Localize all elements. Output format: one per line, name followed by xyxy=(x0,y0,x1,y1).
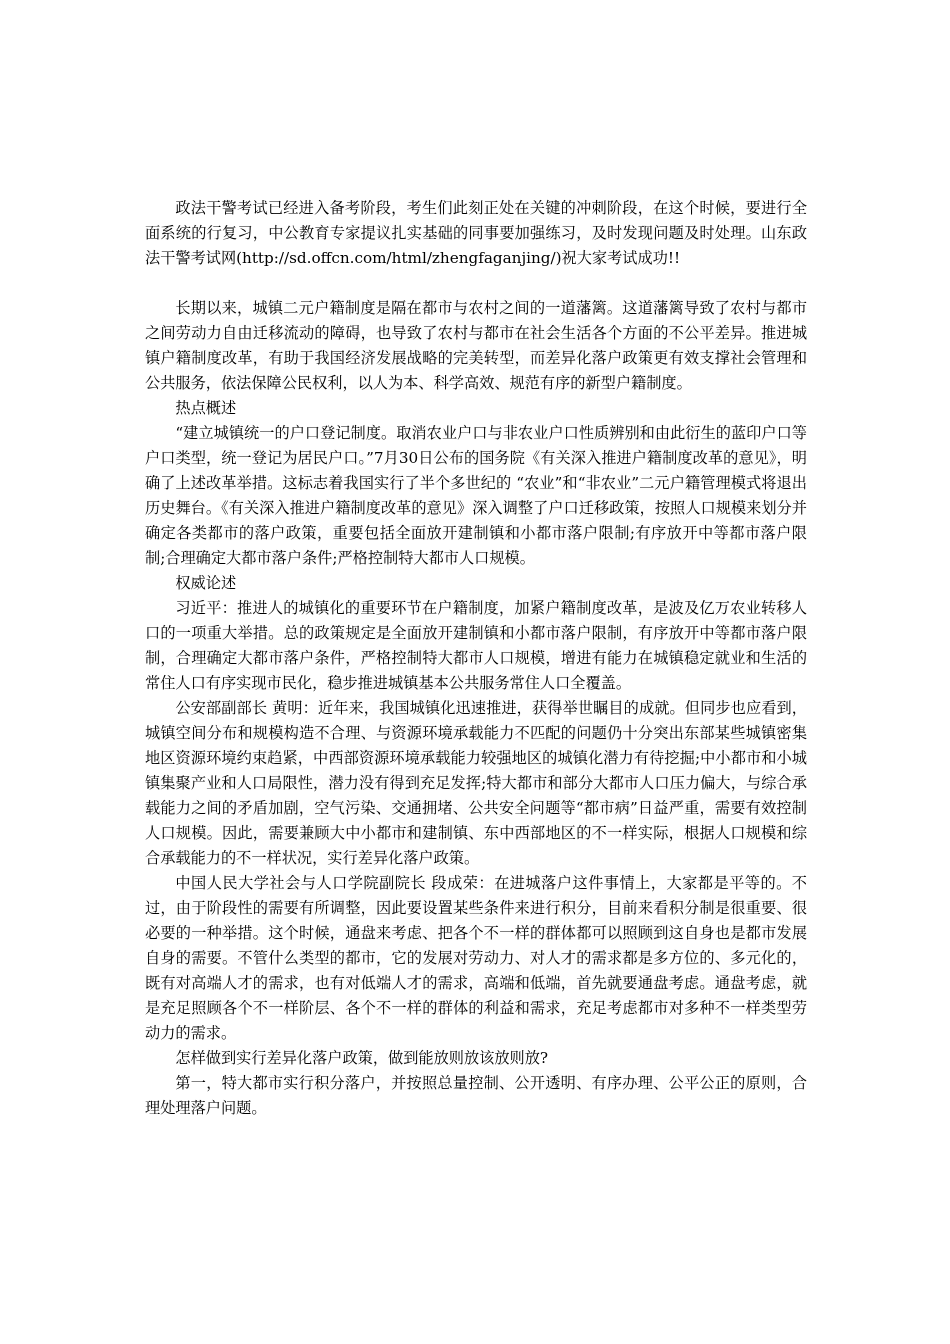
section-heading-authority: 权威论述 xyxy=(175,574,237,592)
paragraph-xi: 习近平：推进人的城镇化的重要环节在户籍制度，加紧户籍制度改革，是波及亿万农业转移人口的一项重大举措。总的政策规定是全面放开建制镇和小都市落户限制，有序放开中等都市落户限制，合理确定大都市落户条件，严格控制特大都市人口规模，增进有能力在城镇稳定就业和生活的常住人口有序实现市民化，稳步推进城镇基本公共服务常住人口全覆盖。 xyxy=(145,599,807,692)
paragraph-background: 长期以来，城镇二元户籍制度是隔在都市与农村之间的一道藩篱。这道藩篱导致了农村与都市之间劳动力自由迁移流动的障碍，也导致了农村与都市在社会生活各个方面的不公平差异。推进城镇户籍制度改革，有助于我国经济发展战略的完美转型，而差异化落户政策更有效支撑社会管理和公共服务，依法保障公民权利，以人为本、科学高效、规范有序的新型户籍制度。 xyxy=(145,299,807,392)
paragraph-hotspot: “建立城镇统一的户口登记制度。取消农业户口与非农业户口性质辨别和由此衍生的蓝印户口等户口类型，统一登记为居民户口。”7月30日公布的国务院《有关深入推进户籍制度改革的意见》，明确了上述改革举措。这标志着我国实行了半个多世纪的 “农业”和“非农业”二元户籍管理模式将退出历史舞台。《有关深入推进户籍制度改革的意见》深入调整了户口迁移政策，按照人口规模来划分并确定各类都市的落户政策，重要包括全面放开建制镇和小都市落户限制;有序放开中等都市落户限制;合理确定大都市落户条件;严格控制特大都市人口规模。 xyxy=(145,424,807,567)
intro-paragraph: 政法干警考试已经进入备考阶段，考生们此刻正处在关键的冲刺阶段，在这个时候，要进行全面系统的行复习，中公教育专家提议扎实基础的同事要加强练习，及时发现问题及时处理。山东政法干警考试网(http://sd.offcn.com/html/zhengfaganjing/)祝大家考试成功!! xyxy=(145,199,807,267)
paragraph-first-point: 第一，特大都市实行积分落户，并按照总量控制、公开透明、有序办理、公平公正的原则，合理处理落户问题。 xyxy=(145,1074,807,1117)
document-body xyxy=(145,196,807,1121)
blank-line xyxy=(145,271,807,296)
paragraph-question: 怎样做到实行差异化落户政策，做到能放则放该放则放? xyxy=(175,1049,549,1067)
paragraph-huang-ming: 公安部副部长 黄明：近年来，我国城镇化迅速推进，获得举世瞩目的成就。但同步也应看到，城镇空间分布和规模构造不合理、与资源环境承载能力不匹配的问题仍十分突出东部某些城镇密集地区资源环境约束趋紧，中西部资源环境承载能力较强地区的城镇化潜力有待挖掘;中小都市和小城镇集聚产业和人口局限性，潜力没有得到充足发挥;特大都市和部分大都市人口压力偏大，与综合承载能力之间的矛盾加剧，空气污染、交通拥堵、公共安全问题等“都市病”日益严重，需要有效控制人口规模。因此，需要兼顾大中小都市和建制镇、东中西部地区的不一样实际，根据人口规模和综合承载能力的不一样状况，实行差异化落户政策。 xyxy=(145,699,807,867)
section-heading-hotspot: 热点概述 xyxy=(175,399,237,417)
paragraph-duan-chengrong: 中国人民大学社会与人口学院副院长 段成荣：在进城落户这件事情上，大家都是平等的。不过，由于阶段性的需要有所调整，因此要设置某些条件来进行积分，目前来看积分制是很重要、很必要的一种举措。这个时候，通盘来考虑、把各个不一样的群体都可以照顾到这自身也是都市发展自身的需要。不管什么类型的都市，它的发展对劳动力、对人才的需求都是多方位的、多元化的，既有对高端人才的需求，也有对低端人才的需求，高端和低端，首先就要通盘考虑。通盘考虑，就是充足照顾各个不一样阶层、各个不一样的群体的利益和需求，充足考虑都市对多种不一样类型劳动力的需求。 xyxy=(145,874,807,1042)
